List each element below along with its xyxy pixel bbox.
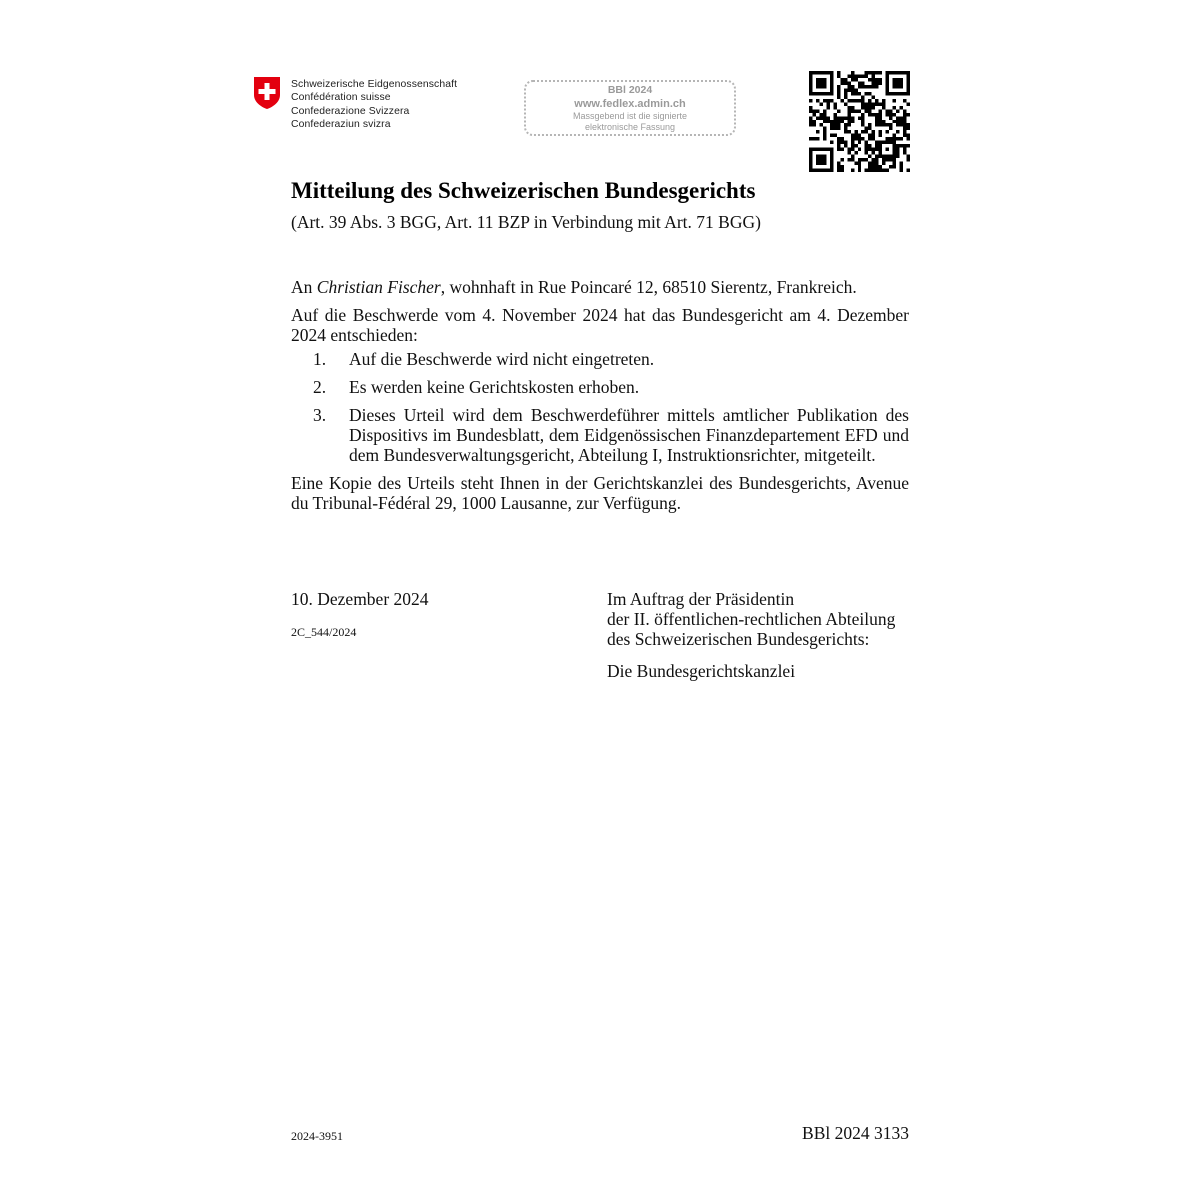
page-citation: BBl 2024 3133: [802, 1123, 909, 1143]
addressee-prefix: An: [291, 277, 317, 297]
list-item-number: 1.: [313, 349, 327, 369]
on-behalf-line: des Schweizerischen Bundesgerichts:: [607, 629, 870, 649]
confederation-names: [291, 78, 457, 131]
confederation-name-rm: Confederaziun svizra: [291, 118, 391, 130]
list-item-number: 3.: [313, 405, 327, 425]
signature-block: [607, 589, 917, 681]
signer: Die Bundesgerichtskanzlei: [607, 661, 796, 681]
addressee-name: Christian Fischer: [316, 277, 441, 297]
legal-basis: (Art. 39 Abs. 3 BGG, Art. 11 BZP in Verbindung mit Art. 71 BGG): [291, 212, 761, 232]
confederation-name-de: Schweizerische Eidgenossenschaft: [291, 79, 458, 90]
publication-stamp: [524, 80, 736, 136]
qr-code-icon: [809, 71, 910, 172]
copy-note: Eine Kopie des Urteils steht Ihnen in der Gerichtskanzlei des Bundesgerichts, Avenue du Tribunal-Fédéral 29, 1000 Lausanne, zur Verfügung.: [291, 473, 909, 513]
on-behalf-line: Im Auftrag der Präsidentin: [607, 589, 795, 609]
document-title: Mitteilung des Schweizerischen Bundesgerichts: [291, 178, 756, 203]
stamp-url: www.fedlex.admin.ch: [574, 98, 686, 110]
document-body: [291, 277, 909, 513]
swiss-cross-icon: [253, 76, 281, 110]
confederation-name-fr: Confédération suisse: [291, 92, 391, 104]
addressee: [291, 277, 909, 297]
document-id: 2024-3951: [291, 1129, 343, 1143]
list-item: [291, 349, 909, 369]
list-item-text: Dieses Urteil wird dem Beschwerdeführer mittels amtlicher Publikation des Dispositivs im Bundesblatt, dem Eidgenössischen Finanzdepartement EFD und dem Bundesverwaltungsgericht, Abteilung I, Instruktionsrichter, mitgeteilt.: [349, 405, 909, 465]
confederation-name-it: Confederazione Svizzera: [291, 105, 410, 117]
on-behalf-line: der II. öffentlichen-rechtlichen Abteilung: [607, 609, 896, 629]
addressee-address: , wohnhaft in Rue Poincaré 12, 68510 Sierentz, Frankreich.: [440, 277, 857, 297]
stamp-note-2: elektronische Fassung: [584, 122, 676, 132]
stamp-note-1: Massgebend ist die signierte: [572, 111, 688, 121]
decision-list: [291, 349, 909, 465]
stamp-bbl: BBl 2024: [607, 84, 653, 96]
list-item: [291, 377, 909, 397]
decision-intro: Auf die Beschwerde vom 4. November 2024 hat das Bundesgericht am 4. Dezember 2024 entschieden:: [291, 305, 909, 345]
case-number: 2C_544/2024: [291, 625, 357, 639]
issue-date: 10. Dezember 2024: [291, 589, 429, 609]
list-item-text: Es werden keine Gerichtskosten erhoben.: [349, 377, 640, 397]
list-item: [291, 405, 909, 465]
list-item-number: 2.: [313, 377, 327, 397]
list-item-text: Auf die Beschwerde wird nicht eingetreten.: [349, 349, 655, 369]
